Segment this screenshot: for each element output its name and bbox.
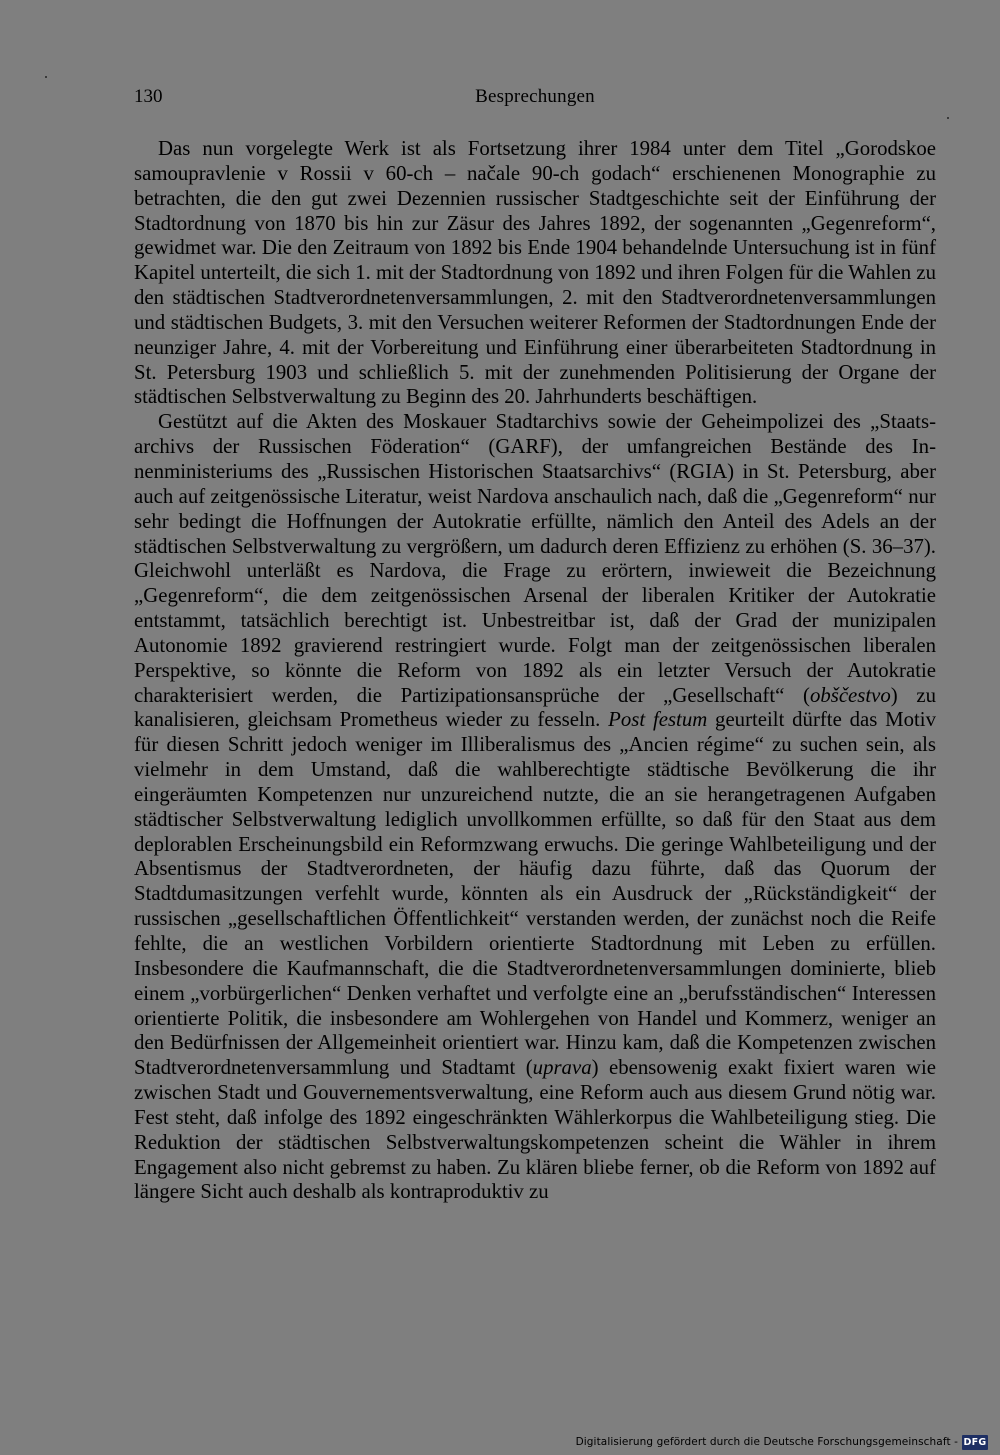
paragraph-text: ) zu kanalisieren, gleichsam Prometheus wieder zu fesseln. (134, 683, 936, 732)
paragraph (134, 410, 936, 1205)
dfg-logo-icon (962, 1435, 988, 1450)
page-header (134, 86, 936, 112)
italic-term: Post festum (608, 708, 708, 732)
page-number: 130 (134, 86, 163, 107)
dfg-logo-text: DFG (963, 1436, 987, 1448)
body-text (134, 137, 936, 1205)
running-head: Besprechungen (475, 86, 595, 107)
italic-term: uprava (532, 1056, 592, 1080)
digitization-footer (576, 1433, 988, 1451)
paragraph-text: Gestützt auf die Akten des Moskauer Stadtarchivs sowie der Geheimpolizei des „Staatsarchivs der Russischen Föderation“ (GARF), der umfangreichen Bestände des Innenministeriums des „Russischen Historischen Staatsarchivs“ (RGIA) in St. Petersburg, aber auch auf zeitgenössische Literatur, weist Nardova anschaulich nach, daß die „Gegenreform“ nur sehr bedingt die Hoffnungen der Autokratie erfüllte, nämlich den Anteil des Adels an der städtischen Selbstverwaltung zu vergrößern, um dadurch deren Effizienz zu erhöhen (S. 36–37). Gleichwohl unterläßt es Nardova, die Frage zu erörtern, inwieweit die Bezeichnung „Gegenreform“, die dem zeitgenössischen Arsenal der liberalen Kritiker der Autokratie entstammt, tatsächlich berechtigt ist. Unbestreitbar ist, daß der Grad der munizipalen Autonomie 1892 gravierend restringiert wurde. Folgt man der zeitgenössischen liberalen Perspektive, so könnte die Reform von 1892 als ein letzter Versuch der Autokratie charakterisiert werden, die Partizipationsansprüche der „Gesellschaft“ ( (134, 410, 936, 707)
italic-term: obščestvo (809, 683, 891, 707)
paragraph (134, 137, 936, 410)
scan-speck (947, 117, 949, 119)
funding-note: Digitalisierung gefördert durch die Deutsche Forschungsgemeinschaft - (575, 1436, 958, 1448)
scan-speck (45, 76, 47, 78)
paragraph-text: ) ebensowenig exakt fixiert waren wie zwischen Stadt und Gouvernementsverwaltung, eine Reform auch aus diesem Grund nötig war. Fest steht, daß infolge des 1892 eingeschränkten Wählerkorpus die Wahlbeteiligung stieg. Die Reduktion der städtischen Selbstverwaltungskompetenzen scheint die Wähler in ihrem Engagement also nicht gebremst zu haben. Zu klären bliebe ferner, ob die Reform von 1892 auf längere Sicht auch deshalb als kontraproduktiv zu (134, 1056, 936, 1204)
paragraph-text: geurteilt dürfte das Motiv für diesen Schritt jedoch weniger im Illiberalismus des „Ancien régime“ zu suchen sein, als vielmehr in dem Umstand, daß die wahlberechtigte städtische Bevölkerung die ihr eingeräumten Kompetenzen nur unzureichend nutzte, die an sie herangetragenen Aufgaben städtischer Selbstverwaltung lediglich unvollkommen erfüllte, so daß für den Staat aus dem deplorablen Erscheinungsbild ein Reformzwang erwuchs. Die geringe Wahlbeteiligung und der Absentismus der Stadtverordneten, der häufig dazu führte, daß das Quorum der Stadtdumasitzungen verfehlt wurde, könnten als ein Ausdruck der „Rückständigkeit“ der russischen „gesellschaftlichen Öffentlichkeit“ verstanden werden, der zunächst noch die Reife fehlte, die an westlichen Vorbildern orientierte Stadtordnung mit Leben zu erfüllen. Insbesondere die Kaufmannschaft, die die Stadtverordnetenversammlungen dominierte, blieb einem „vorbürgerlichen“ Denken verhaftet und verfolgte eine an „berufsständischen“ Interessen orientierte Politik, die insbesondere am Wohlergehen von Handel und Kommerz, weniger an den Bedürfnissen der Allgemeinheit orientiert war. Hinzu kam, daß die Kompetenzen zwischen Stadtverordnetenversammlung und Stadtamt ( (134, 708, 936, 1080)
paragraph-text: Das nun vorgelegte Werk ist als Fortsetzung ihrer 1984 unter dem Titel „Gorodskoe samoupravlenie v Rossii v 60-ch – načale 90-ch godach“ erschienenen Monographie zu betrachten, die den gut zwei Dezennien russischer Stadtgeschichte seit der Einführung der Stadtordnung von 1870 bis hin zur Zäsur des Jahres 1892, der sogenannten „Gegenreform“, gewidmet war. Die den Zeitraum von 1892 bis Ende 1904 behandelnde Untersuchung ist in fünf Kapitel unterteilt, die sich 1. mit der Stadtordnung von 1892 und ihren Folgen für die Wahlen zu den städtischen Stadtverordnetenversammlungen, 2. mit den Stadtverordnetenversammlungen und städtischen Budgets, 3. mit den Versuchen weiterer Reformen der Stadtordnungen Ende der neunziger Jahre, 4. mit der Vorbereitung und Einführung einer überarbeiteten Stadtordnung in St. Petersburg 1903 und schließlich 5. mit der zunehmenden Politisierung der Organe der städtischen Selbstverwaltung zu Beginn des 20. Jahrhunderts beschäftigen. (134, 137, 936, 409)
